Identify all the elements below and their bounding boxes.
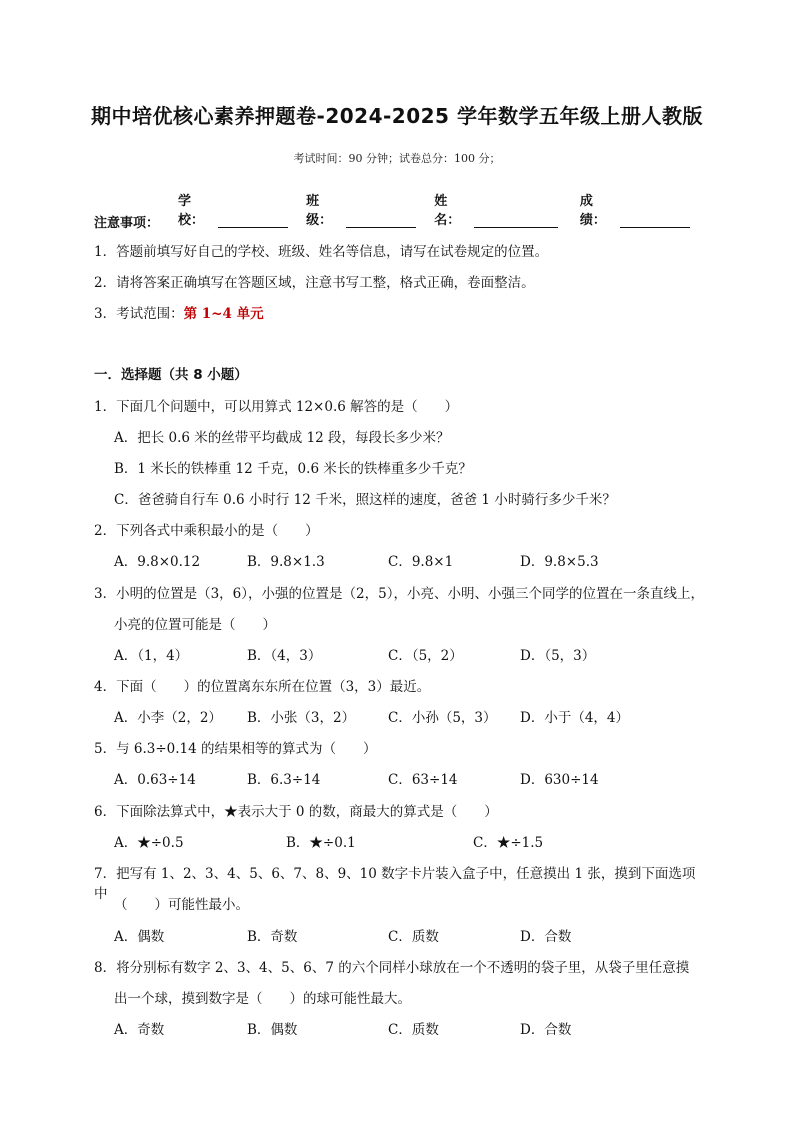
class-field [306,190,416,228]
name-field [434,190,558,228]
q4-option-c[interactable]: C．小孙（5，3） [388,710,497,726]
question-1: 1．下面几个问题中，可以用算式 12×0.6 解答的是（ ） [94,399,459,415]
q6-option-c[interactable]: C．★÷1.5 [473,835,544,851]
score-field [580,190,690,228]
q6-option-b[interactable]: B．★÷0.1 [286,835,356,851]
q2-option-a[interactable]: A．9.8×0.12 [114,554,201,570]
q7-option-b[interactable]: B．奇数 [247,929,298,945]
q6-option-a[interactable]: A．★÷0.5 [114,835,184,851]
exam-range: 第 1~4 单元 [183,306,264,322]
q7-option-a[interactable]: A．偶数 [114,929,165,945]
section-title: 一．选择题（共 8 小题） [94,367,248,383]
q7-option-d[interactable]: D．合数 [520,929,572,945]
question-7-line-2: （ ）可能性最小。 [114,897,249,913]
q2-option-c[interactable]: C．9.8×1 [388,554,454,570]
q8-option-d[interactable]: D．合数 [520,1022,572,1038]
notice-item-2: 2．请将答案正确填写在答题区域，注意书写工整，格式正确，卷面整洁。 [94,275,535,291]
question-5: 5．与 6.3÷0.14 的结果相等的算式为（ ） [94,741,377,757]
q1-option-c[interactable]: C．爸爸骑自行车 0.6 小时行 12 千米，照这样的速度，爸爸 1 小时骑行多少千米？ [114,492,616,508]
question-4: 4．下面（ ）的位置离东东所在位置（3，3）最近。 [94,679,431,695]
score-blank[interactable] [620,213,690,228]
school-field [178,190,288,228]
q4-option-a[interactable]: A．小李（2，2） [114,710,222,726]
question-3-line-2: 小亮的位置可能是（ ） [114,617,276,633]
q8-option-c[interactable]: C．质数 [388,1022,439,1038]
q5-option-d[interactable]: D．630÷14 [520,772,599,788]
q8-option-a[interactable]: A．奇数 [114,1022,165,1038]
q7-option-c[interactable]: C．质数 [388,929,439,945]
q5-option-b[interactable]: B．6.3÷14 [247,772,321,788]
question-7-line-1: 7．把写有 1、2、3、4、5、6、7、8、9、10 数字卡片装入盒子中，任意摸出 1 张，摸到下面选项中 [94,866,696,902]
exam-subtitle: 考试时间：90 分钟；试卷总分：100 分； [293,152,501,165]
question-2: 2．下列各式中乘积最小的是（ ） [94,523,319,539]
q2-option-b[interactable]: B．9.8×1.3 [247,554,325,570]
school-label: 学校： [178,194,205,228]
class-label: 班级： [306,194,333,228]
notice-item-3-label: 3．考试范围： [94,306,184,322]
q3-option-b[interactable]: B．（4，3） [247,648,322,664]
q3-option-d[interactable]: D．（5，3） [520,648,596,664]
score-label: 成绩： [579,194,606,228]
q2-option-d[interactable]: D．9.8×5.3 [520,554,599,570]
question-8-line-1: 8．将分别标有数字 2、3、4、5、6、7 的六个同样小球放在一个不透明的袋子里，从袋子里任意摸 [94,960,690,976]
school-blank[interactable] [218,213,288,228]
notice-heading: 注意事项： [94,216,160,231]
q5-option-a[interactable]: A．0.63÷14 [114,772,196,788]
class-blank[interactable] [346,213,416,228]
notice-item-3 [94,302,264,322]
question-8-line-2: 出一个球，摸到数字是（ ）的球可能性最大。 [114,991,411,1007]
q8-option-b[interactable]: B．偶数 [247,1022,298,1038]
q4-option-d[interactable]: D．小于（4，4） [520,710,630,726]
q1-option-a[interactable]: A．把长 0.6 米的丝带平均截成 12 段，每段长多少米？ [114,430,450,446]
q1-option-b[interactable]: B．1 米长的铁棒重 12 千克，0.6 米长的铁棒重多少千克？ [114,461,472,477]
name-label: 姓名： [434,194,461,228]
student-info-row [178,190,708,228]
question-6: 6．下面除法算式中，★表示大于 0 的数，商最大的算式是（ ） [94,804,498,820]
exam-title: 期中培优核心素养押题卷-2024-2025 学年数学五年级上册人教版 [91,104,703,128]
q3-option-c[interactable]: C．（5，2） [388,648,463,664]
q3-option-a[interactable]: A．（1，4） [114,648,189,664]
name-blank[interactable] [474,213,558,228]
q5-option-c[interactable]: C．63÷14 [388,772,458,788]
question-3-line-1: 3．小明的位置是（3，6），小强的位置是（2，5），小亮、小明、小强三个同学的位置在一条直线上， [94,586,704,602]
q4-option-b[interactable]: B．小张（3，2） [247,710,356,726]
notice-item-1: 1．答题前填写好自己的学校、班级、姓名等信息，请写在试卷规定的位置。 [94,244,549,260]
